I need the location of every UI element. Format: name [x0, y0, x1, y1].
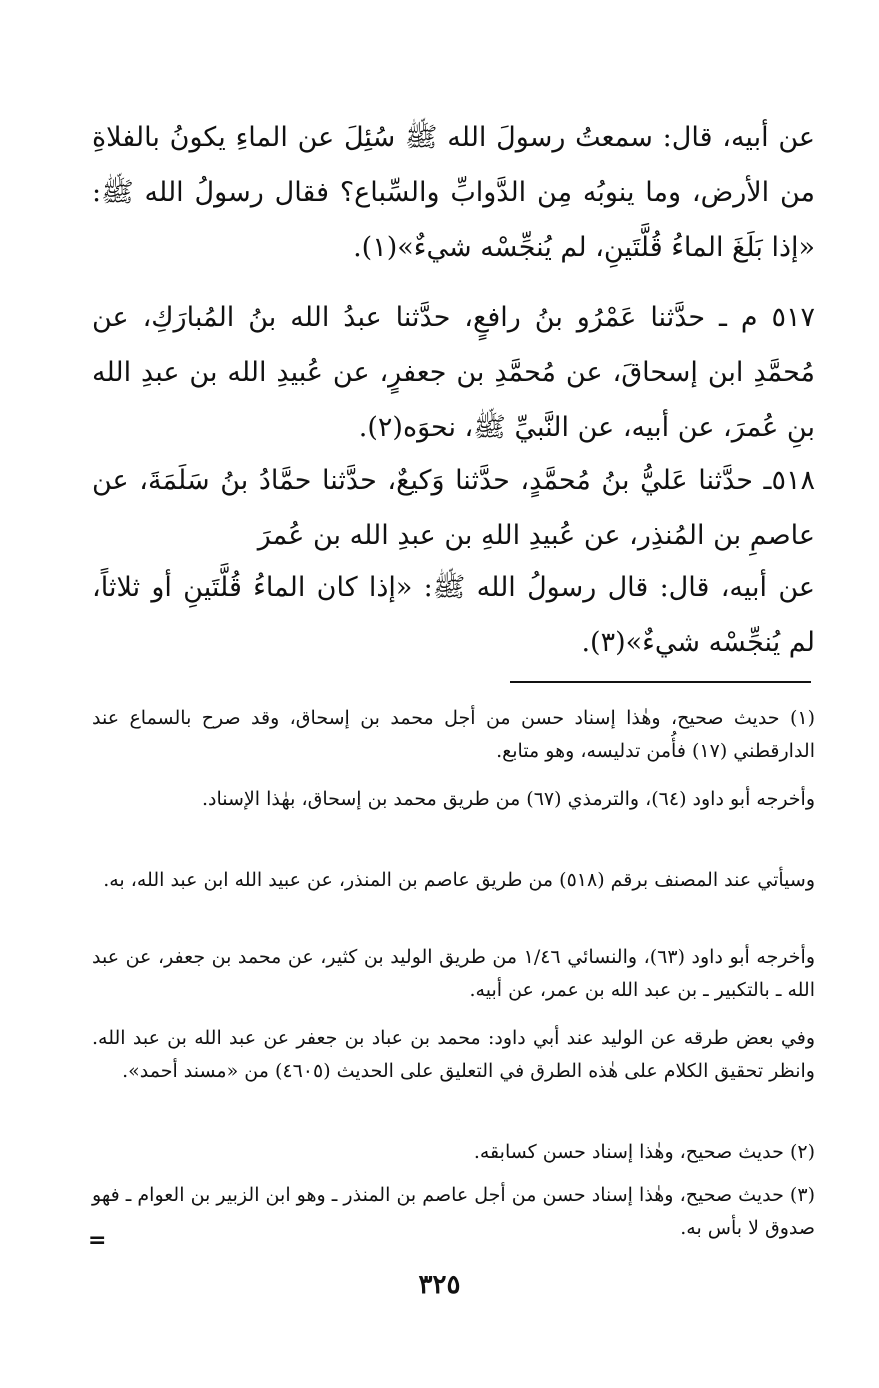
footnote-text: وأخرجه أبو داود (٦٣)، والنسائي ١/٤٦ من طريق الوليد بن كثير، عن محمد بن جعفر، عن عبد الله ـ بالتكبير ـ بن عبد الله بن عمر، عن أبيه.	[92, 946, 815, 1001]
hadith-text: ٥١٧ م ـ حدَّثنا عَمْرُو بنُ رافعٍ، حدَّثنا عبدُ الله بنُ المُبارَكِ، عن مُحمَّدِ ابن إسحاقَ، عن مُحمَّدِ بن جعفرٍ، عن عُبيدِ الله بن عبدِ الله بنِ عُمرَ، عن أبيه، عن النَّبيِّ ﷺ، نحوَه(٢).	[92, 302, 815, 443]
footnote-text: وسيأتي عند المصنف برقم (٥١٨) من طريق عاصم بن المنذر، عن عبيد الله ابن عبد الله، به.	[103, 869, 815, 891]
hadith-paragraph-1	[92, 110, 815, 275]
footnote-text: (٢) حديث صحيح، وهٰذا إسناد حسن كسابقه.	[473, 1141, 815, 1163]
footnote-text: (١) حديث صحيح، وهٰذا إسناد حسن من أجل محمد بن إسحاق، وقد صرح بالسماع عند الدارقطني (١٧) فأُمن تدليسه، وهو متابع.	[92, 707, 815, 762]
footnote-text: (٣) حديث صحيح، وهٰذا إسناد حسن من أجل عاصم بن المنذر ـ وهو ابن الزبير بن العوام ـ فهو صدوق لا بأس به.	[92, 1184, 815, 1239]
footnote-text: وأخرجه أبو داود (٦٤)، والترمذي (٦٧) من طريق محمد بن إسحاق، بهٰذا الإسناد.	[202, 788, 815, 810]
footnote-1	[92, 702, 815, 768]
hadith-text: عن أبيه، قال: سمعتُ رسولَ الله ﷺ سُئِلَ عن الماءِ يكونُ بالفلاةِ من الأرض، وما ينوبُه مِن الدَّوابِّ والسِّباع؟ فقال رسولُ الله ﷺ: «إذا بَلَغَ الماءُ قُلَّتَينِ، لم يُنجِّسْه شيءٌ»(١).	[92, 122, 815, 263]
footnote-text: وفي بعض طرقه عن الوليد عند أبي داود: محمد بن عباد بن جعفر عن عبد الله بن عبد الله. وانظر تحقيق الكلام على هٰذه الطرق في التعليق على الحديث (٤٦٠٥) من «مسند أحمد».	[92, 1027, 815, 1082]
footnote-2	[92, 1136, 815, 1169]
footnote-separator	[510, 681, 811, 683]
hadith-text: عن أبيه، قال: قال رسولُ الله ﷺ: «إذا كان الماءُ قُلَّتَينِ أو ثلاثاً، لم يُنجِّسْه شيءٌ»(٣).	[92, 572, 815, 658]
footnote-3	[92, 1179, 815, 1245]
footnote-1-continued	[92, 783, 815, 816]
hadith-paragraph-518-matn	[92, 560, 815, 670]
page-number: ٣٢٥	[418, 1270, 461, 1300]
hadith-paragraph-518-isnad	[92, 453, 815, 563]
hadith-text: ٥١٨ـ حدَّثنا عَليُّ بنُ مُحمَّدٍ، حدَّثنا وَكيعٌ، حدَّثنا حمَّادُ بنُ سَلَمَةَ، عن عاصمِ بن المُنذِر، عن عُبيدِ اللهِ بن عبدِ الله بن عُمرَ	[92, 465, 815, 551]
footnote-1-continued	[92, 941, 815, 1007]
continuation-mark: =	[88, 1228, 107, 1253]
footnote-1-continued	[92, 1022, 815, 1088]
footnote-1-continued	[92, 864, 815, 897]
hadith-paragraph-517	[92, 290, 815, 455]
